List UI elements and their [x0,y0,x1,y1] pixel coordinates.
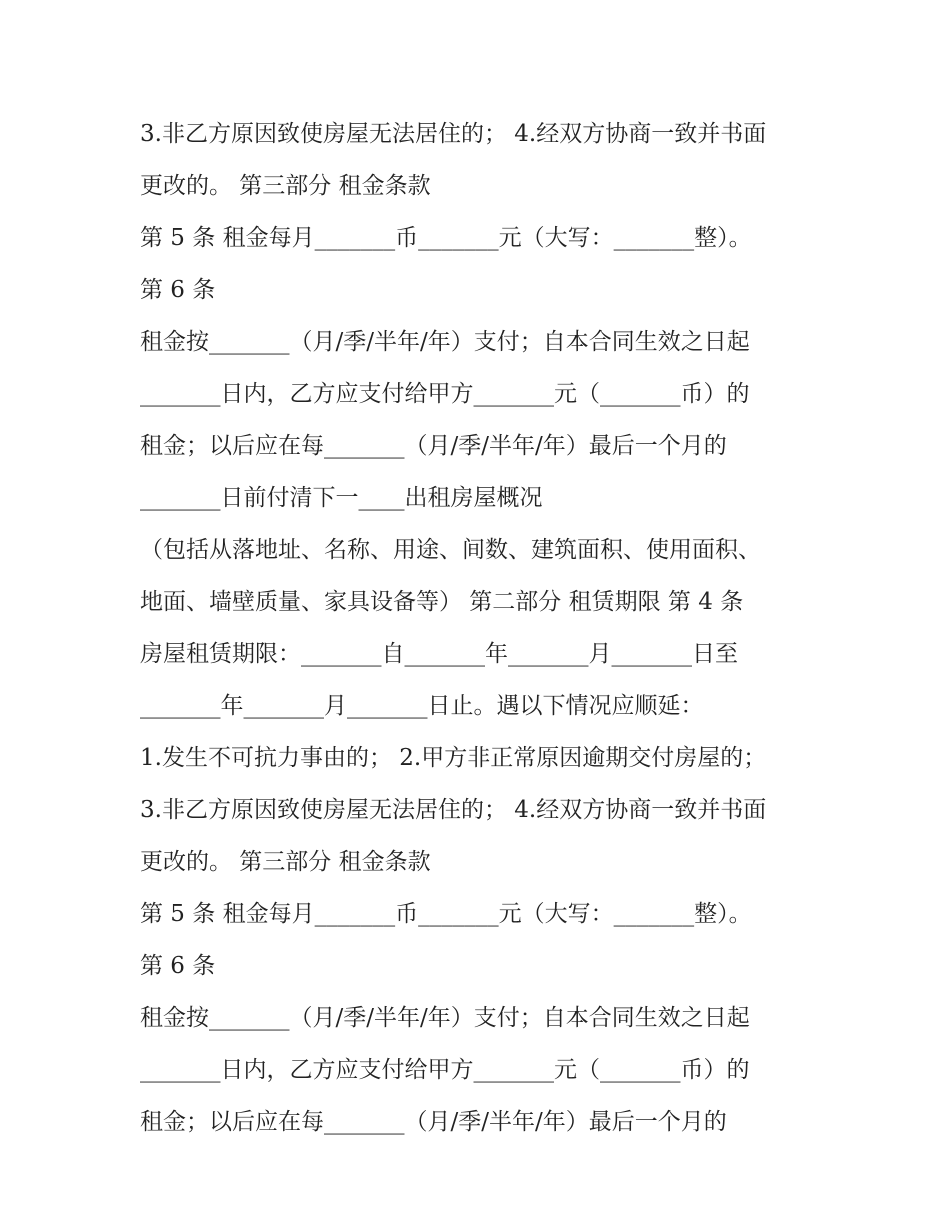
text-line: _______日内，乙方应支付给甲方_______元（_______币）的 [140,1057,750,1083]
text-line: _______日内，乙方应支付给甲方_______元（_______币）的 [140,381,750,407]
text-line: 第 5 条 租金每月_______币_______元（大写：_______整）。 [140,901,752,927]
text-line: （包括从落地址、名称、用途、间数、建筑面积、使用面积、 [140,537,761,563]
text-line: 房屋租赁期限：_______自_______年_______月_______日至 [140,641,738,667]
text-line: 租金按_______（月/季/半年/年）支付；自本合同生效之日起 [140,1005,750,1031]
text-line: 1.发生不可抗力事由的； 2.甲方非正常原因逾期交付房屋的； [140,745,767,771]
text-line: 更改的。 第三部分 租金条款 [140,173,431,199]
text-line: 租金；以后应在每_______（月/季/半年/年）最后一个月的 [140,433,727,459]
text-line: 租金；以后应在每_______（月/季/半年/年）最后一个月的 [140,1109,727,1135]
text-line: _______年_______月_______日止。遇以下情况应顺延： [140,693,704,719]
text-line: 3.非乙方原因致使房屋无法居住的； 4.经双方协商一致并书面 [140,121,767,147]
text-line: 3.非乙方原因致使房屋无法居住的； 4.经双方协商一致并书面 [140,797,767,823]
text-line: _______日前付清下一____出租房屋概况 [140,485,543,511]
text-line: 更改的。 第三部分 租金条款 [140,849,431,875]
text-line: 第 6 条 [140,277,216,303]
text-line: 租金按_______（月/季/半年/年）支付；自本合同生效之日起 [140,329,750,355]
text-line: 第 5 条 租金每月_______币_______元（大写：_______整）。 [140,225,752,251]
text-line: 地面、墙壁质量、家具设备等） 第二部分 租赁期限 第 4 条 [140,589,744,615]
contract-text [140,108,820,1148]
text-line: 第 6 条 [140,953,216,979]
